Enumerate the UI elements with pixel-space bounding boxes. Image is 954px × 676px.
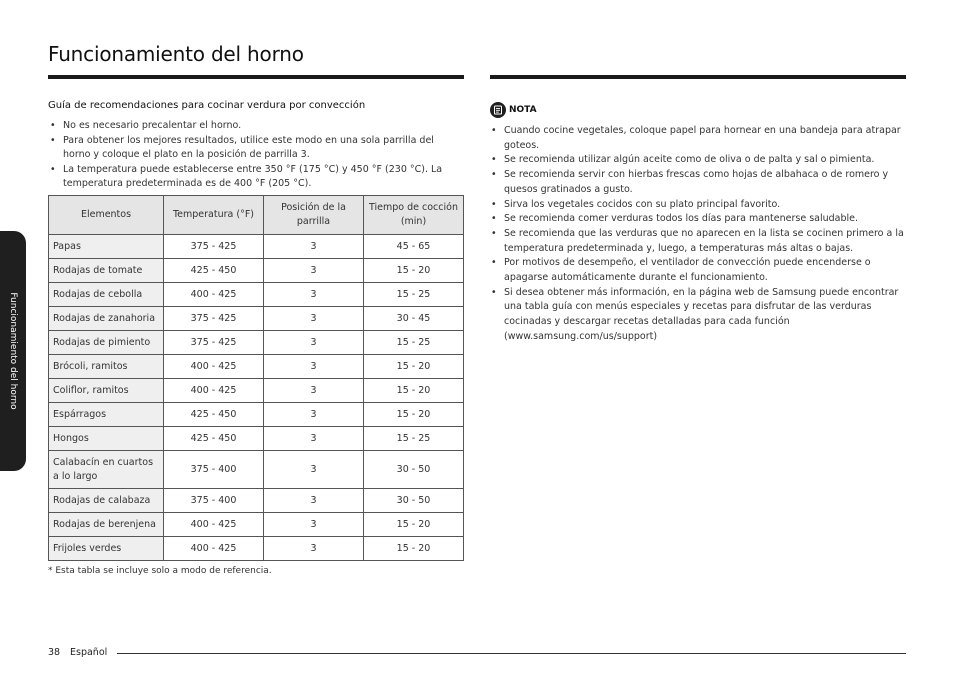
cell-item: Frijoles verdes [49,537,164,561]
cell-rack-position: 3 [264,427,364,451]
cell-temperature: 375 - 425 [164,307,264,331]
cell-cook-time: 15 - 25 [364,283,464,307]
cell-temperature: 375 - 425 [164,235,264,259]
page-language: Español [70,647,108,658]
table-row [49,235,464,259]
cell-rack-position: 3 [264,355,364,379]
cell-rack-position: 3 [264,283,364,307]
table-row [49,355,464,379]
cell-item: Rodajas de tomate [49,259,164,283]
note-item: • Sirva los vegetales cocidos con su plato principal favorito. [490,198,906,213]
table-footnote: * Esta tabla se incluye solo a modo de referencia. [48,566,272,576]
note-item: • Si desea obtener más información, en la página web de Samsung puede encontrar una tabla guía con menús especiales y recetas para disfrutar de las verduras cocinadas y descargar recetas detalladas para cada función (www.samsung.com/us/support) [490,286,906,344]
table-row [49,427,464,451]
left-column [48,100,464,192]
title-rule-left [48,75,464,79]
cell-temperature: 400 - 425 [164,355,264,379]
bullet-item: • Para obtener los mejores resultados, utilice este modo en una sola parrilla del horno y coloque el plato en la posición de parrilla 3. [48,134,464,163]
cell-cook-time: 15 - 20 [364,259,464,283]
cell-cook-time: 15 - 20 [364,379,464,403]
note-title: NOTA [509,105,537,115]
cell-cook-time: 15 - 25 [364,331,464,355]
note-item: • Se recomienda comer verduras todos los días para mantenerse saludable. [490,212,906,227]
table-header-row [49,196,464,235]
bullet-item: • La temperatura puede establecerse entre 350 °F (175 °C) y 450 °F (230 °C). La temperatura predeterminada es de 400 °F (205 °C). [48,163,464,192]
cell-item: Rodajas de zanahoria [49,307,164,331]
cell-item: Rodajas de calabaza [49,489,164,513]
footer-rule [117,653,906,654]
header-rack-position: Posición de la parrilla [264,196,364,235]
side-chapter-tab-label: Funcionamiento del horno [8,292,18,410]
table-row [49,403,464,427]
cell-item: Coliflor, ramitos [49,379,164,403]
cell-cook-time: 30 - 50 [364,489,464,513]
cell-temperature: 425 - 450 [164,403,264,427]
page-number: 38 [48,647,61,658]
header-items: Elementos [49,196,164,235]
cell-cook-time: 15 - 20 [364,403,464,427]
table-row [49,307,464,331]
cell-temperature: 425 - 450 [164,427,264,451]
cell-cook-time: 15 - 20 [364,513,464,537]
cell-cook-time: 45 - 65 [364,235,464,259]
cell-item: Brócoli, ramitos [49,355,164,379]
header-temperature: Temperatura (°F) [164,196,264,235]
cell-rack-position: 3 [264,513,364,537]
note-item: • Se recomienda que las verduras que no aparecen en la lista se cocinen primero a la temperatura predeterminada y, luego, a temperaturas más altas o bajas. [490,227,906,256]
page-title: Funcionamiento del horno [48,42,304,66]
cell-cook-time: 15 - 20 [364,537,464,561]
table-row [49,331,464,355]
cell-item: Papas [49,235,164,259]
table-body [49,235,464,561]
note-item: • Se recomienda utilizar algún aceite como de oliva o de palta y sal o pimienta. [490,153,906,168]
cooking-guide-table [48,195,464,561]
cell-cook-time: 15 - 25 [364,427,464,451]
title-rule-right [490,75,906,79]
table-row [49,537,464,561]
cell-temperature: 375 - 400 [164,451,264,489]
cell-item: Rodajas de cebolla [49,283,164,307]
cell-cook-time: 30 - 45 [364,307,464,331]
cell-rack-position: 3 [264,489,364,513]
note-item: • Por motivos de desempeño, el ventilador de convección puede encenderse o apagarse automáticamente durante el funcionamiento. [490,256,906,285]
cell-item: Calabacín en cuartos a lo largo [49,451,164,489]
cell-cook-time: 15 - 20 [364,355,464,379]
cell-temperature: 375 - 425 [164,331,264,355]
cell-temperature: 375 - 400 [164,489,264,513]
cell-rack-position: 3 [264,235,364,259]
right-column [490,102,906,344]
cell-rack-position: 3 [264,307,364,331]
cell-rack-position: 3 [264,259,364,283]
cell-item: Rodajas de pimiento [49,331,164,355]
cell-item: Hongos [49,427,164,451]
table-row [49,259,464,283]
header-cook-time: Tiempo de cocción (min) [364,196,464,235]
table-row [49,489,464,513]
cell-temperature: 400 - 425 [164,513,264,537]
section-heading: Guía de recomendaciones para cocinar verdura por convección [48,100,366,111]
cell-temperature: 400 - 425 [164,537,264,561]
cell-rack-position: 3 [264,403,364,427]
intro-bullets [48,119,464,192]
table-row [49,513,464,537]
cell-cook-time: 30 - 50 [364,451,464,489]
cell-rack-position: 3 [264,451,364,489]
note-bullets [490,124,906,344]
cell-rack-position: 3 [264,379,364,403]
cell-rack-position: 3 [264,331,364,355]
table-row [49,379,464,403]
cell-temperature: 400 - 425 [164,379,264,403]
cell-temperature: 425 - 450 [164,259,264,283]
cell-item: Espárragos [49,403,164,427]
note-item: • Cuando cocine vegetales, coloque papel para hornear en una bandeja para atrapar goteos. [490,124,906,153]
bullet-item: • No es necesario precalentar el horno. [48,119,464,134]
cell-temperature: 400 - 425 [164,283,264,307]
cell-item: Rodajas de berenjena [49,513,164,537]
cell-rack-position: 3 [264,537,364,561]
note-icon [490,102,506,118]
note-item: • Se recomienda servir con hierbas frescas como hojas de albahaca o de romero y quesos gratinados a gusto. [490,168,906,197]
note-icon-glyph [493,105,503,115]
note-header [490,102,906,118]
table-row [49,283,464,307]
table-row [49,451,464,489]
